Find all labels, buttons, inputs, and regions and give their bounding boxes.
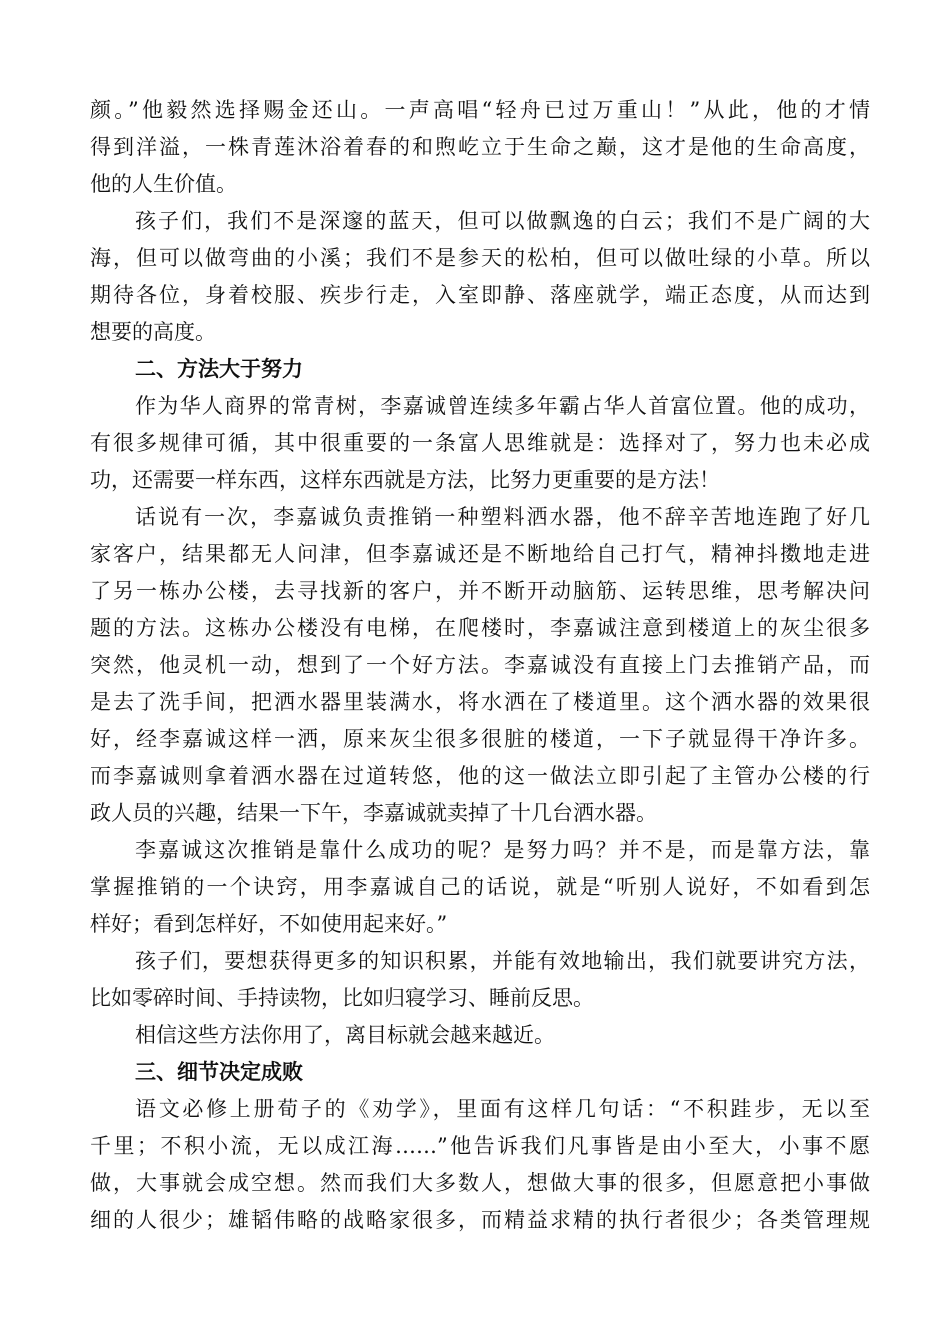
document-body — [90, 92, 870, 1239]
text-line: 想要的高度。 — [90, 320, 216, 344]
text-line: 好，经李嘉诚这样一洒，原来灰尘很多很脏的楼道，一下子就显得干净许多。 — [90, 727, 870, 751]
text-line: 突然，他灵机一动，想到了一个好方法。李嘉诚没有直接上门去推销产品，而 — [90, 653, 870, 677]
paragraph-quan-xue — [90, 1091, 870, 1239]
text-line: 千里；不积小流，无以成江海……”他告诉我们凡事皆是由小至大，小事不愿 — [90, 1134, 870, 1158]
paragraph-li-bai — [90, 92, 870, 203]
text-line: 海，但可以做弯曲的小溪；我们不是参天的松柏，但可以做吐绿的小草。所以 — [90, 246, 870, 270]
section-heading-details: 三、细节决定成败 — [135, 1060, 303, 1084]
text-line: 相信这些方法你用了，离目标就会越来越近。 — [135, 1023, 555, 1047]
paragraph-closing-method — [90, 1017, 870, 1054]
text-line: 掌握推销的一个诀窍，用李嘉诚自己的话说，就是“听别人说好，不如看到怎 — [90, 875, 870, 899]
section-heading-method: 二、方法大于努力 — [135, 357, 303, 381]
text-line: 作为华人商界的常青树，李嘉诚曾连续多年霸占华人首富位置。他的成功， — [135, 394, 870, 418]
text-line: 了另一栋办公楼，去寻找新的客户，并不断开动脑筋、运转思维，思考解决问 — [90, 579, 870, 603]
text-line: 比如零碎时间、手持读物，比如归寝学习、睡前反思。 — [90, 986, 594, 1010]
text-line: 做，大事就会成空想。然而我们大多数人，想做大事的很多，但愿意把小事做 — [90, 1171, 870, 1195]
paragraph-sales-secret — [90, 832, 870, 943]
text-line: 李嘉诚这次推销是靠什么成功的呢？是努力吗？并不是，而是靠方法，靠 — [135, 838, 870, 862]
text-line: 语文必修上册荀子的《劝学》，里面有这样几句话：“不积跬步，无以至 — [135, 1097, 870, 1121]
text-line: 是去了洗手间，把洒水器里装满水，将水洒在了楼道里。这个洒水器的效果很 — [90, 690, 870, 714]
text-line: 颜。”他毅然选择赐金还山。一声高唱“轻舟已过万重山！”从此，他的才情 — [90, 98, 870, 122]
text-line: 有很多规律可循，其中很重要的一条富人思维就是：选择对了，努力也未必成 — [90, 431, 870, 455]
text-line: 样好；看到怎样好，不如使用起来好。” — [90, 912, 448, 936]
text-line: 话说有一次，李嘉诚负责推销一种塑料洒水器，他不辞辛苦地连跑了好几 — [135, 505, 870, 529]
text-line: 家客户，结果都无人问津，但李嘉诚还是不断地给自己打气，精神抖擞地走进 — [90, 542, 870, 566]
text-line: 孩子们，我们不是深邃的蓝天，但可以做飘逸的白云；我们不是广阔的大 — [135, 209, 870, 233]
paragraph-encouragement — [90, 203, 870, 351]
text-line: 细的人很少；雄韬伟略的战略家很多，而精益求精的执行者很少；各类管理规 — [90, 1208, 870, 1232]
text-line: 政人员的兴趣，结果一下午，李嘉诚就卖掉了十几台洒水器。 — [90, 801, 657, 825]
text-line: 期待各位，身着校服、疾步行走，入室即静、落座就学，端正态度，从而达到 — [90, 283, 870, 307]
paragraph-li-ka-shing-intro — [90, 388, 870, 499]
text-line: 得到洋溢，一株青莲沐浴着春的和煦屹立于生命之巅，这才是他的生命高度， — [90, 135, 870, 159]
text-line: 而李嘉诚则拿着洒水器在过道转悠，他的这一做法立即引起了主管办公楼的行 — [90, 764, 870, 788]
paragraph-sprinkler-story — [90, 499, 870, 832]
text-line: 他的人生价值。 — [90, 172, 237, 196]
text-line: 孩子们，要想获得更多的知识积累，并能有效地输出，我们就要讲究方法， — [135, 949, 870, 973]
paragraph-study-methods — [90, 943, 870, 1017]
text-line: 题的方法。这栋办公楼没有电梯，在爬楼时，李嘉诚注意到楼道上的灰尘很多 — [90, 616, 870, 640]
text-line: 功，还需要一样东西，这样东西就是方法，比努力更重要的是方法！ — [90, 468, 720, 492]
